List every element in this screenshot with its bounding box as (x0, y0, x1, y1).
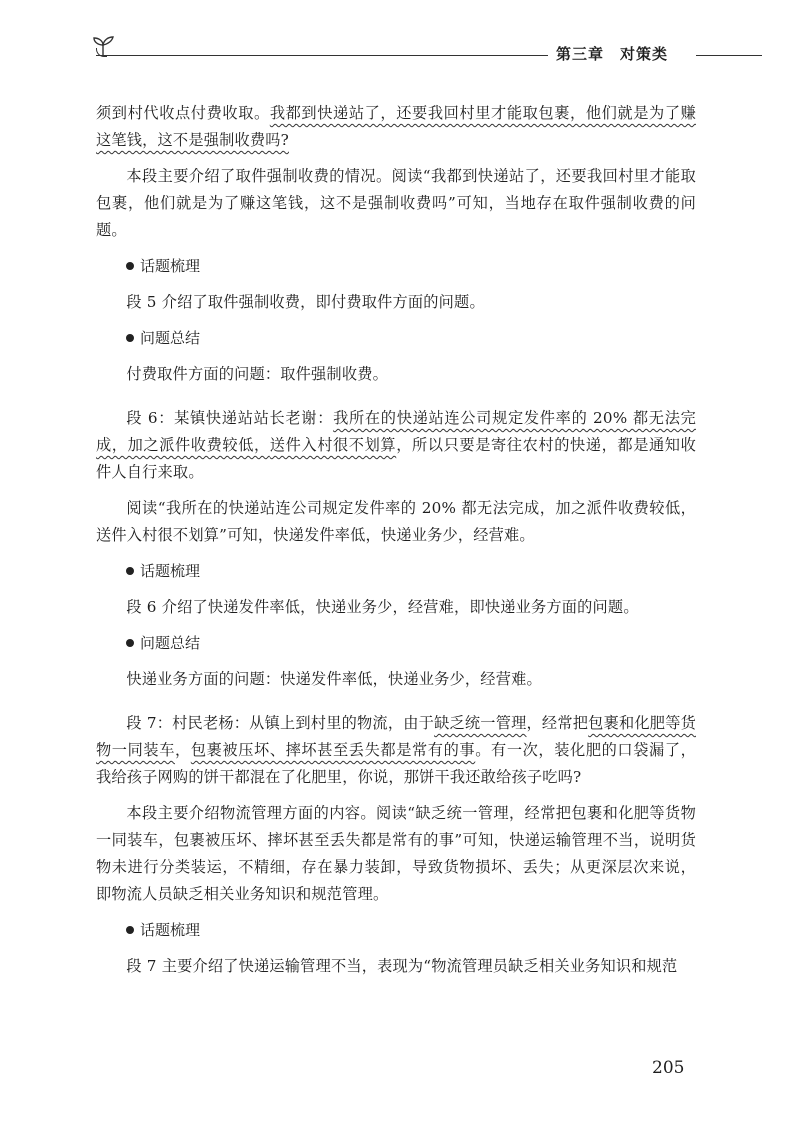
text-plain: ， (175, 741, 191, 759)
paragraph-conclusion: 付费取件方面的问题：取件强制收费。 (126, 365, 388, 383)
bullet-label: 话题梳理 (140, 921, 201, 939)
text-emphasis: 我所在的快递站连公司规定发件率的 20% 都无法完成，加之派件收费较低， (96, 409, 696, 454)
page-content (96, 100, 696, 989)
page-number: 205 (652, 1058, 685, 1078)
page-header (0, 28, 800, 68)
paragraph-continuation (96, 100, 696, 154)
bullet-label: 问题总结 (140, 634, 201, 652)
bullet-icon (126, 262, 134, 270)
paragraph-source (96, 405, 696, 486)
paragraph-summary: 段 6 介绍了快递发件率低，快递业务少，经营难，即快递业务方面的问题。 (126, 598, 639, 616)
sprout-icon (88, 32, 118, 62)
paragraph-source (96, 710, 696, 791)
text-emphasis: 送件入村很不划算 (269, 436, 397, 454)
text-plain: 段 7：村民老杨：从镇上到村里的物流，由于 (126, 714, 435, 732)
text-plain: ，经常把 (526, 714, 589, 732)
text-plain: 须到村代收点付费收取。 (96, 104, 270, 122)
chapter-title: 第三章 对策类 (556, 45, 669, 63)
bullet-heading (96, 558, 696, 585)
bullet-label: 问题总结 (140, 329, 201, 347)
text-emphasis: 我都到快递站了，还要我回村里才能取包裹，他们就是为了赚这笔钱，这不是强制收费吗? (96, 104, 697, 149)
header-rule-right (696, 55, 762, 56)
header-rule-left (96, 55, 548, 56)
bullet-icon (126, 926, 134, 934)
text-plain: 段 6：某镇快递站站长老谢： (126, 409, 334, 427)
paragraph-analysis: 本段主要介绍物流管理方面的内容。阅读“缺乏统一管理，经常把包裹和化肥等货物一同装车，包裹被压坏、摔坏甚至丢失都是常有的事”可知，快递运输管理不当，说明货物未进行分类装运，不精细，存在暴力装卸，导致货物损坏、丢失；从更深层次来说，即物流人员缺乏相关业务知识和规范管理。 (96, 804, 696, 903)
paragraph-summary: 段 7 主要介绍了快递运输管理不当，表现为“物流管理员缺乏相关业务知识和规范 (126, 957, 678, 975)
paragraph-analysis: 本段主要介绍了取件强制收费的情况。阅读“我都到快递站了，还要我回村里才能取包裹，他们就是为了赚这笔钱，这不是强制收费吗”可知，当地存在取件强制收费的问题。 (96, 167, 696, 239)
text-emphasis: 包裹被压坏、摔坏甚至丢失都是常有的事 (190, 741, 476, 759)
text-emphasis: 包裹和化肥等货物一同装车 (96, 714, 696, 759)
text-emphasis: 缺乏统一管理 (434, 714, 527, 732)
text-plain: 。有一次，装化肥的口袋漏了，我给孩子网购的饼干都混在了化肥里，你说，那饼干我还敢给孩子吃吗? (96, 741, 697, 786)
text-plain: ，所以只要是寄往农村的快递，都是通知收件人自行来取。 (96, 436, 696, 481)
bullet-heading (96, 630, 696, 657)
bullet-heading (96, 325, 696, 352)
bullet-heading (96, 253, 696, 280)
paragraph-summary: 段 5 介绍了取件强制收费，即付费取件方面的问题。 (126, 293, 485, 311)
bullet-icon (126, 334, 134, 342)
bullet-icon (126, 567, 134, 575)
bullet-label: 话题梳理 (140, 257, 201, 275)
bullet-icon (126, 639, 134, 647)
paragraph-analysis: 阅读“我所在的快递站连公司规定发件率的 20% 都无法完成，加之派件收费较低，送件入村很不划算”可知，快递发件率低，快递业务少，经营难。 (96, 499, 696, 544)
paragraph-conclusion: 快递业务方面的问题：快递发件率低，快递业务少，经营难。 (126, 670, 542, 688)
bullet-label: 话题梳理 (140, 562, 201, 580)
bullet-heading (96, 917, 696, 944)
